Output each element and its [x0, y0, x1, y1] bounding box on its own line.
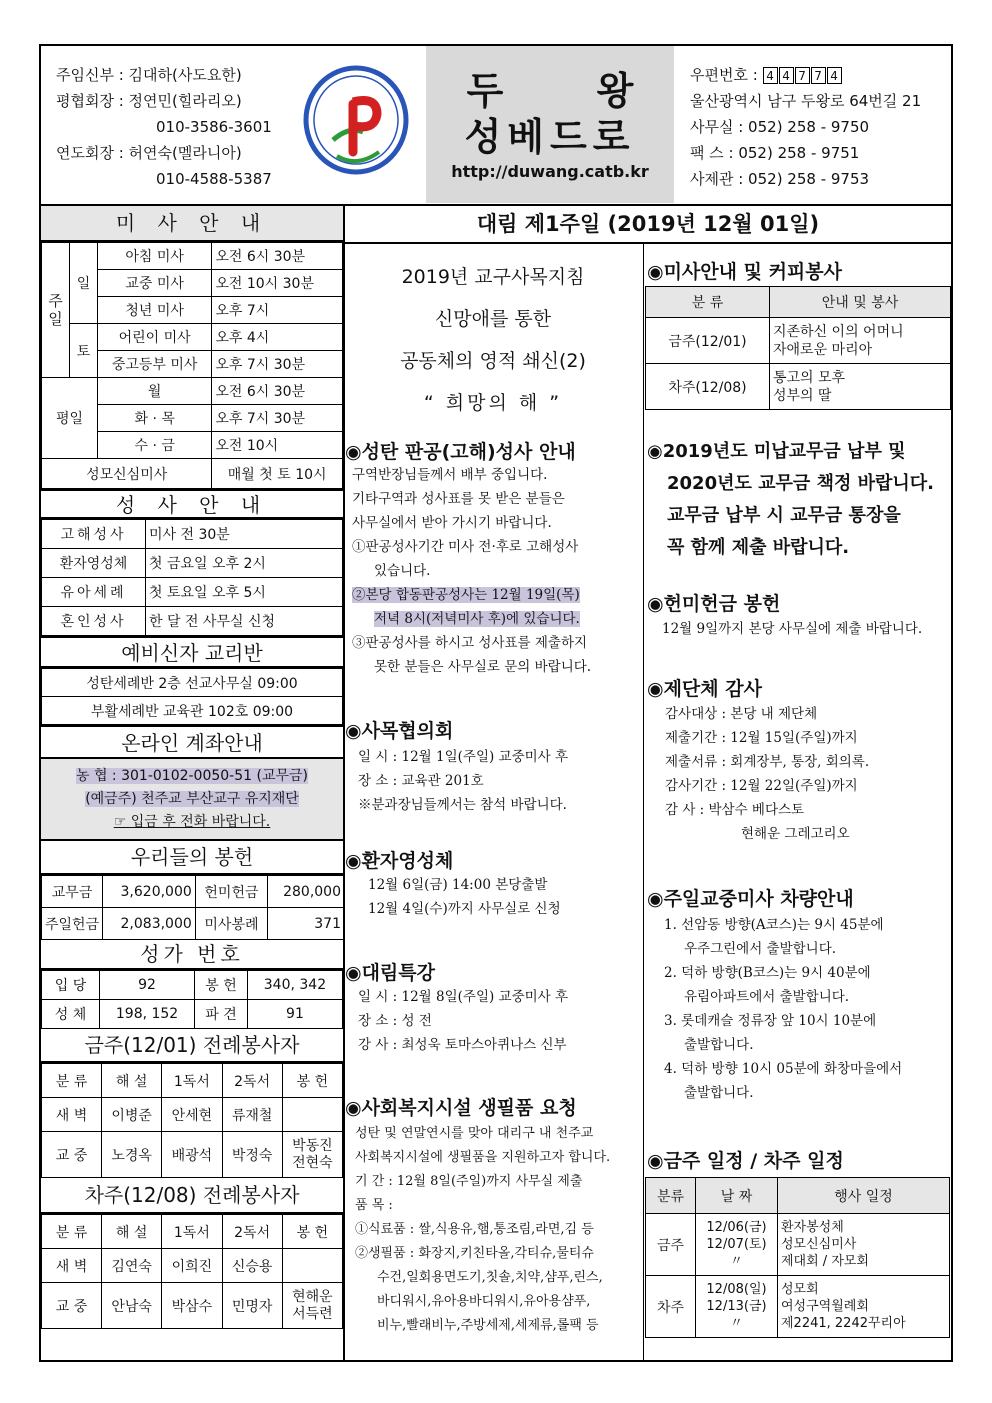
sick-communion-body [368, 873, 664, 921]
pastoral-council-body [358, 745, 654, 817]
weekday-label: 평일 [42, 378, 98, 459]
server-cell: 교 중 [42, 1283, 102, 1329]
text-line: 3. 롯데캐슬 정류장 앞 10시 10분에 [664, 1013, 877, 1029]
col-header: 행사 일정 [778, 1178, 950, 1214]
account-number[interactable]: 농 협 : 301-0102-0050-51 (교무금) [75, 768, 308, 784]
text-line: ③판공성사를 하시고 성사표를 제출하지 [352, 635, 588, 651]
audit-body [665, 702, 970, 846]
text-line: ①판공성사기간 미사 전·후로 고해성사 [352, 539, 579, 555]
server-cell: 김연숙 [102, 1249, 162, 1283]
col-header: 1독서 [162, 1064, 222, 1098]
text-line: 기타구역과 성사표를 못 받은 분들은 [352, 491, 565, 507]
vehicle-body [664, 913, 969, 1105]
assoc-president: 연도회장 : 허연숙(멜라니아) [56, 144, 242, 162]
text-line: 수건,일회용면도기,칫솔,치약,샴푸,린스, [377, 1270, 603, 1285]
welfare-body [355, 1122, 651, 1338]
rice-offering-title: ◉헌미헌금 봉헌 [647, 593, 781, 615]
servers-next-title: 차주(12/08) 전례봉사자 [41, 1178, 343, 1214]
assoc-phone: 010-4588-5387 [156, 170, 272, 188]
header-staff [56, 62, 272, 192]
mass-time: 오전 10시 [212, 432, 343, 459]
confession-title: ◉성탄 판공(고해)성사 안내 [345, 441, 576, 463]
server-cell: 안세현 [162, 1098, 222, 1132]
hymn-value: 198, 152 [100, 1000, 195, 1029]
text-line: 못한 분들은 사무실로 문의 바랍니다. [374, 659, 592, 675]
col-header: 1독서 [162, 1215, 222, 1249]
mass-time: 오전 6시 30분 [212, 378, 343, 405]
text-line: 2020년도 교무금 책정 바랍니다. [667, 473, 935, 494]
tithe-notice [647, 436, 952, 564]
text-line: ※분과장님들께서는 참석 바랍니다. [358, 797, 567, 813]
pastoral-theme [345, 256, 641, 424]
offering-label: 헌미헌금 [195, 876, 267, 908]
fax: 팩 스 : 052) 258 - 9751 [690, 144, 860, 162]
server-cell: 이병준 [102, 1098, 162, 1132]
website-url[interactable]: http://duwang.catb.kr [451, 162, 649, 181]
coffee-week: 금주(12/01) [646, 318, 770, 364]
hymn-label: 성 체 [42, 1000, 100, 1029]
zip-digit: 7 [811, 67, 826, 84]
text-line: 장 소 : 성 전 [358, 1013, 432, 1029]
header-contact [690, 62, 921, 192]
text-line: ①식료품 : 쌀,식용유,햄,통조림,라면,김 등 [355, 1222, 594, 1237]
text-line: 사회복지시설에 생필품을 지원하고자 합니다. [355, 1150, 611, 1165]
confession-body [352, 463, 648, 679]
server-cell: 교 중 [42, 1132, 102, 1178]
mass-time: 오후 7시 30분 [212, 405, 343, 432]
server-cell: 새 벽 [42, 1249, 102, 1283]
sacrament-name: 고해성사 [42, 520, 146, 549]
catechumen-table [41, 668, 343, 725]
sacrament-title: 성 사 안 내 [41, 489, 343, 519]
sacrament-time: 미사 전 30분 [146, 520, 343, 549]
text-line: 12월 6일(금) 14:00 본당출발 [368, 877, 548, 893]
col-header: 분 류 [42, 1064, 102, 1098]
hymn-value: 91 [247, 1000, 342, 1029]
address: 울산광역시 남구 두왕로 64번길 21 [690, 92, 922, 110]
server-cell: 안남숙 [102, 1283, 162, 1329]
office-phone: 사무실 : 052) 258 - 9750 [690, 118, 870, 136]
mass-time: 오후 7시 30분 [212, 351, 343, 378]
advent-lecture-title: ◉대림특강 [345, 962, 435, 984]
hymn-label: 파 견 [195, 1000, 248, 1029]
parish-logo [297, 56, 415, 192]
text-line: 교무금 납부 시 교무금 통장을 [667, 505, 901, 526]
text-line: 감사대상 : 본당 내 제단체 [665, 706, 818, 722]
text-line: 감 사 : 박삼수 베다스토 [665, 802, 805, 818]
text-line: 유림아파트에서 출발합니다. [684, 989, 850, 1005]
sunday-label: 주일 [42, 243, 70, 378]
coffee-table [645, 286, 951, 410]
schedule-events: 성모회 여성구역월례회 제2241, 2242꾸리아 [778, 1276, 950, 1338]
offering-label: 미사봉례 [195, 908, 267, 940]
title-line1: 두 왕 [466, 68, 674, 113]
theme-slogan: “ 희망의 해 ” [423, 392, 563, 414]
sacrament-time: 한 달 전 사무실 신청 [146, 607, 343, 636]
hymn-label: 봉 헌 [195, 971, 248, 1000]
server-cell: 박삼수 [162, 1283, 222, 1329]
servers-next-table [41, 1214, 343, 1329]
col-header: 안내 및 봉사 [770, 287, 951, 318]
audit-title: ◉제단체 감사 [647, 678, 762, 700]
text-line: 성탄 및 연말연시를 맞아 대리구 내 천주교 [355, 1126, 594, 1141]
rice-offering-body [662, 617, 967, 641]
text-line: 12월 4일(수)까지 사무실로 신청 [368, 901, 561, 917]
council-phone: 010-3586-3601 [156, 118, 272, 136]
theme-line: 공동체의 영적 쇄신(2) [400, 350, 586, 372]
text-line: ◉2019년도 미납교무금 납부 및 [647, 441, 906, 462]
col-header: 2독서 [222, 1064, 282, 1098]
mass-name: 중고등부 미사 [98, 351, 212, 378]
mass-time: 오후 7시 [212, 297, 343, 324]
text-line: 비누,빨래비누,주방세제,세제류,롤팩 등 [377, 1318, 599, 1333]
account-holder: (예금주) 천주교 부산교구 유지재단 [85, 791, 299, 807]
sacrament-table [41, 519, 343, 636]
server-cell: 민명자 [222, 1283, 282, 1329]
mass-time: 오전 10시 30분 [212, 270, 343, 297]
mass-name: 청년 미사 [98, 297, 212, 324]
col-header: 분류 [646, 1178, 696, 1214]
council-president: 평협회장 : 정연민(힐라리오) [56, 92, 242, 110]
pastor: 주임신부 : 김대하(사도요한) [56, 66, 242, 84]
server-cell: 신승용 [222, 1249, 282, 1283]
coffee-service: 통고의 모후 성부의 딸 [770, 364, 951, 410]
col-header: 2독서 [222, 1215, 282, 1249]
col-header: 분 류 [646, 287, 770, 318]
zip-digit: 4 [763, 67, 778, 84]
col-header: 봉 헌 [282, 1064, 342, 1098]
sacrament-time: 첫 토요일 오후 5시 [146, 578, 343, 607]
servers-this-table [41, 1063, 343, 1178]
hymn-title: 성가 번호 [41, 940, 343, 970]
sat-label: 토 [70, 324, 98, 378]
text-line: 일 시 : 12월 8일(주일) 교중미사 후 [358, 989, 569, 1005]
schedule-events: 환자봉성체 성모신심미사 제대회 / 자모회 [778, 1214, 950, 1276]
offering-value: 371 [268, 908, 345, 940]
zip-digit: 7 [795, 67, 810, 84]
schedule-dates: 12/08(일) 12/13(금) 〃 [696, 1276, 778, 1338]
sacrament-name: 혼인성사 [42, 607, 146, 636]
text-line: 강 사 : 최성욱 토마스아퀴나스 신부 [358, 1037, 567, 1053]
mass-title: 미 사 안 내 [41, 206, 343, 242]
offering-table [41, 875, 345, 940]
text-line: 바디워시,유아용바디워시,유아용샴푸, [377, 1294, 591, 1309]
schedule-week: 금주 [646, 1214, 696, 1276]
welfare-title: ◉사회복지시설 생필품 요청 [345, 1097, 577, 1119]
mass-time: 오전 6시 30분 [212, 243, 343, 270]
schedule-title: ◉금주 일정 / 차주 일정 [647, 1150, 844, 1172]
week-banner: 대림 제1주일 (2019년 12월 01일) [476, 212, 820, 236]
text-line: 사무실에서 받아 가시기 바랍니다. [352, 515, 552, 531]
text-line: 출발합니다. [684, 1037, 754, 1053]
text-line: 2. 덕하 방향(B코스)는 9시 40분에 [664, 965, 871, 981]
catechumen-title: 예비신자 교리반 [41, 636, 343, 668]
hymn-label: 입 당 [42, 971, 100, 1000]
sun-label: 일 [70, 243, 98, 324]
col-header: 봉 헌 [282, 1215, 342, 1249]
highlight-line: 저녁 8시(저녁미사 후)에 있습니다. [374, 611, 580, 627]
zip-row [690, 62, 921, 88]
catechumen-class: 성탄세례반 2층 선교사무실 09:00 [42, 669, 343, 697]
mass-name: 수 · 금 [98, 432, 212, 459]
hymn-value: 92 [100, 971, 195, 1000]
extra-mass-time: 매월 첫 토 10시 [212, 459, 343, 489]
text-line: 꼭 함께 제출 바랍니다. [667, 537, 850, 558]
sick-communion-title: ◉환자영성체 [345, 850, 454, 872]
rectory-phone: 사제관 : 052) 258 - 9753 [690, 170, 870, 188]
account-box [41, 759, 343, 841]
mass-time: 오후 4시 [212, 324, 343, 351]
zip-label: 우편번호 : [690, 66, 758, 84]
left-column [41, 206, 343, 1329]
mass-name: 화 · 목 [98, 405, 212, 432]
text-line: 감사기간 : 12월 22일(주일)까지 [665, 778, 858, 794]
text-line: 4. 덕하 방향 10시 05분에 화창마을에서 [664, 1061, 903, 1077]
text-line: 기 간 : 12월 8일(주일)까지 사무실 제출 [355, 1174, 583, 1189]
text-line: 있습니다. [374, 563, 431, 579]
text-line: 제출기간 : 12월 15일(주일)까지 [665, 730, 858, 746]
sacrament-name: 유아세례 [42, 578, 146, 607]
vehicle-title: ◉주일교중미사 차량안내 [647, 888, 854, 910]
col-header: 해 설 [102, 1215, 162, 1249]
theme-line: 2019년 교구사목지침 [401, 266, 585, 288]
offering-label: 주일헌금 [42, 908, 103, 940]
text-line: 제출서류 : 회계장부, 통장, 회의록. [665, 754, 870, 770]
text-line: 출발합니다. [684, 1085, 754, 1101]
coffee-title: ◉미사안내 및 커피봉사 [647, 261, 842, 283]
advent-lecture-body [358, 985, 654, 1057]
account-note: ☞ 입금 후 전화 바랍니다. [113, 814, 271, 830]
offering-value: 280,000 [268, 876, 345, 908]
text-line: 현해운 그레고리오 [741, 826, 850, 842]
account-title: 온라인 계좌안내 [41, 725, 343, 759]
offering-value: 2,083,000 [103, 908, 196, 940]
server-cell [282, 1098, 342, 1132]
server-cell: 노경옥 [102, 1132, 162, 1178]
pastoral-council-title: ◉사목협의회 [345, 720, 454, 742]
text-line: 장 소 : 교육관 201호 [358, 773, 484, 789]
sacrament-name: 환자영성체 [42, 549, 146, 578]
sacrament-time: 첫 금요일 오후 2시 [146, 549, 343, 578]
col-header: 날 짜 [696, 1178, 778, 1214]
mass-name: 어린이 미사 [98, 324, 212, 351]
offering-title: 우리들의 봉헌 [41, 841, 343, 875]
text-line: 우주그린에서 출발합니다. [684, 941, 837, 957]
server-cell: 새 벽 [42, 1098, 102, 1132]
mass-name: 월 [98, 378, 212, 405]
extra-mass-name: 성모신심미사 [42, 459, 212, 489]
schedule-week: 차주 [646, 1276, 696, 1338]
banner-divider [343, 242, 953, 244]
zip-digit: 4 [827, 67, 842, 84]
mass-name: 교중 미사 [98, 270, 212, 297]
text-line: 1. 선암동 방향(A코스)는 9시 45분에 [664, 917, 884, 933]
zip-digit: 4 [779, 67, 794, 84]
schedule-dates: 12/06(금) 12/07(토) 〃 [696, 1214, 778, 1276]
highlight-line: ②본당 합동판공성사는 12월 19일(목) [352, 587, 580, 603]
col-header: 해 설 [102, 1064, 162, 1098]
mass-name: 아침 미사 [98, 243, 212, 270]
offering-label: 교무금 [42, 876, 103, 908]
text-line: 구역반장님들께서 배부 중입니다. [352, 467, 548, 483]
server-cell: 배광석 [162, 1132, 222, 1178]
server-cell: 박정숙 [222, 1132, 282, 1178]
theme-line: 신망애를 통한 [434, 308, 552, 330]
schedule-table [645, 1177, 950, 1338]
server-cell: 박동진 전현숙 [282, 1132, 342, 1178]
text-line: 품 목 : [355, 1198, 393, 1213]
col-header: 분 류 [42, 1215, 102, 1249]
text-line: 일 시 : 12월 1일(주일) 교중미사 후 [358, 749, 569, 765]
offering-value: 3,620,000 [103, 876, 196, 908]
catechumen-class: 부활세례반 교육관 102호 09:00 [42, 697, 343, 725]
server-cell [282, 1249, 342, 1283]
text-line: 12월 9일까지 본당 사무실에 제출 바랍니다. [662, 621, 923, 637]
title-line2: 성베드로 [464, 114, 636, 159]
text-line: ②생필품 : 화장지,키친타올,각티슈,물티슈 [355, 1246, 594, 1261]
mass-table [41, 242, 343, 489]
server-cell: 이희진 [162, 1249, 222, 1283]
coffee-week: 차주(12/08) [646, 364, 770, 410]
servers-this-title: 금주(12/01) 전례봉사자 [41, 1029, 343, 1063]
hymn-table [41, 970, 343, 1029]
server-cell: 류재철 [222, 1098, 282, 1132]
server-cell: 현해운 서득련 [282, 1283, 342, 1329]
coffee-service: 지존하신 이의 어머니 자애로운 마리아 [770, 318, 951, 364]
hymn-value: 340, 342 [247, 971, 342, 1000]
